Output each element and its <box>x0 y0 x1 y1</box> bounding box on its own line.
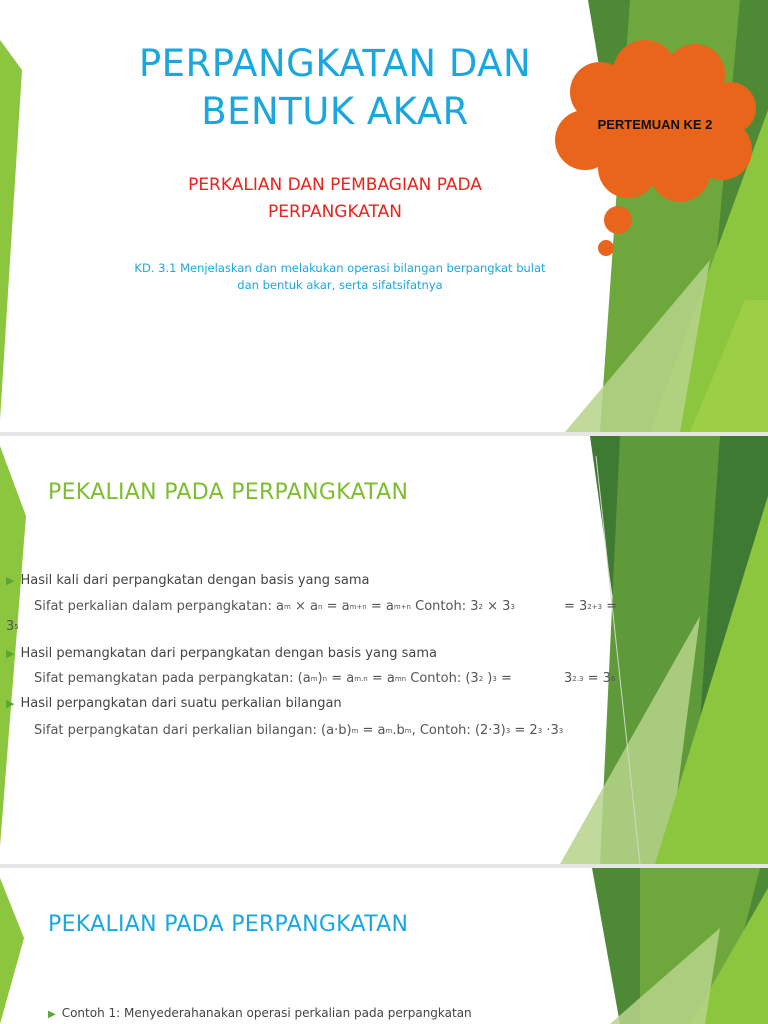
bullet-item <box>6 646 437 661</box>
slide-1 <box>0 0 768 432</box>
subtitle-line1: PERKALIAN DAN PEMBAGIAN PADA <box>188 175 482 195</box>
section-heading: PEKALIAN PADA PERPANGKATAN <box>48 912 409 937</box>
rule-line-1-wrap: 35 <box>6 619 19 634</box>
rule-line-3: Sifat perpangkatan dari perkalian bilangan: (a·b)m = am.bm, Contoh: (2·3)3 = 23 ·33 <box>34 723 564 738</box>
section-heading: PEKALIAN PADA PERPANGKATAN <box>48 480 409 505</box>
main-title-line1: PERPANGKATAN DAN <box>138 42 532 85</box>
left-green-sliver <box>0 878 24 1024</box>
bullet-item <box>48 1006 472 1020</box>
slide-2 <box>0 436 768 864</box>
kd-line1: KD. 3.1 Menjelaskan dan melakukan operasi bilangan berpangkat bulat <box>134 261 546 275</box>
left-green-sliver <box>0 40 22 420</box>
triangle-bullet-icon: ▶ <box>6 574 15 587</box>
bullet-text: Hasil pemangkatan dari perpangkatan dengan basis yang sama <box>20 646 437 661</box>
slide-3 <box>0 868 768 1024</box>
subtitle-line2: PERPANGKATAN <box>267 202 403 222</box>
triangle-bullet-icon: ▶ <box>48 1009 56 1020</box>
slide3-decoration <box>0 868 768 1024</box>
bullet-item <box>6 696 342 711</box>
main-title <box>110 40 560 136</box>
kd-description <box>80 260 600 294</box>
bullet-text: Hasil perpangkatan dari suatu perkalian bilangan <box>20 696 342 711</box>
bullet-text: Contoh 1: Menyederahanakan operasi perkalian pada perpangkatan <box>61 1006 472 1020</box>
rule-line-1-result: = 32+3 = <box>564 599 618 614</box>
bullet-item <box>6 573 370 588</box>
bullet-text: Hasil kali dari perpangkatan dengan basis yang sama <box>20 573 370 588</box>
rule-line-1: Sifat perkalian dalam perpangkatan: am × an = am+n = am+n Contoh: 32 × 33 <box>34 599 515 614</box>
main-title-line2: BENTUK AKAR <box>201 90 469 133</box>
kd-line2: dan bentuk akar, serta sifatsifatnya <box>237 278 443 292</box>
rule-line-2-result: 32.3 = 36 <box>564 671 616 686</box>
cloud-label: PERTEMUAN KE 2 <box>597 117 713 132</box>
triangle-bullet-icon: ▶ <box>6 647 15 660</box>
triangle-bullet-icon: ▶ <box>6 697 15 710</box>
subtitle <box>110 172 560 226</box>
rule-line-2: Sifat pemangkatan pada perpangkatan: (am)n = am.n = amn Contoh: (32 )3 = <box>34 671 512 686</box>
